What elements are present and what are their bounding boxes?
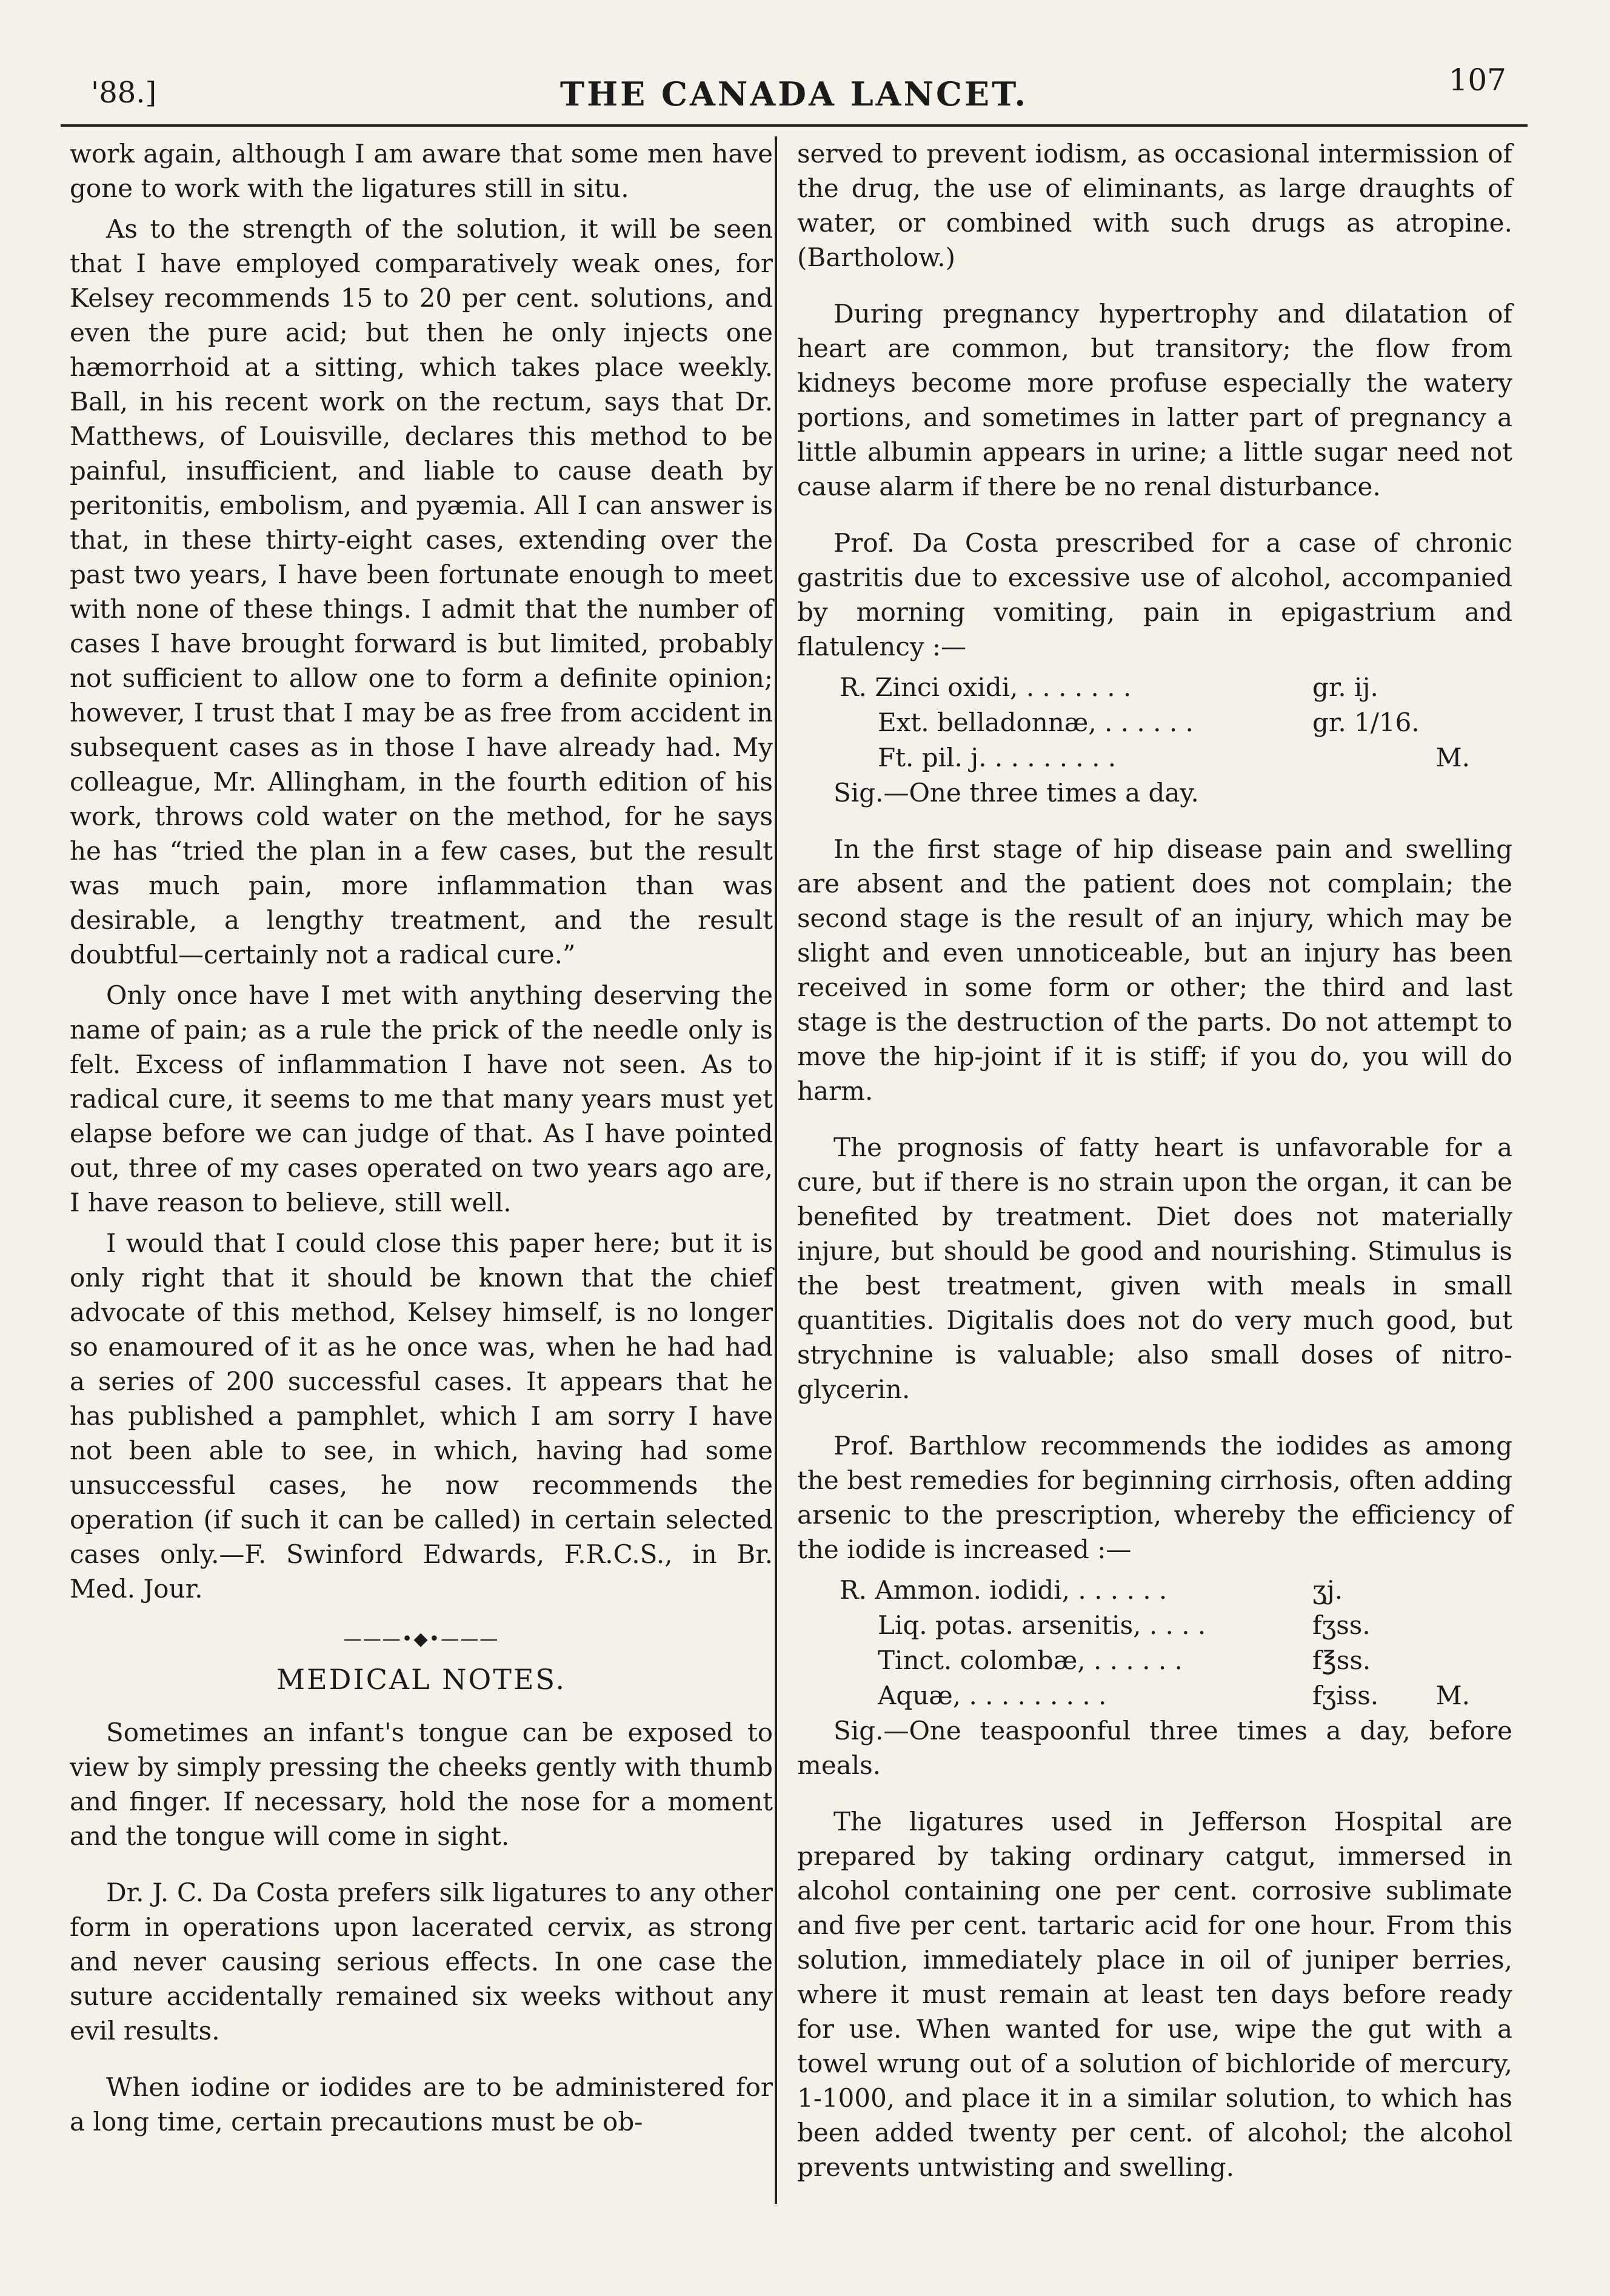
mix-mark: M. <box>1435 743 1470 772</box>
section-ornament: ———•◆•——— <box>343 1628 499 1650</box>
dose: gr. ij. <box>1312 672 1378 702</box>
mix-mark <box>1434 705 1470 740</box>
ingredient: Ext. belladonnæ, . . . . . . <box>840 708 1194 737</box>
page-number: 107 <box>1448 62 1506 98</box>
dose: f℥ss. <box>1312 1645 1371 1675</box>
dose <box>1312 740 1434 775</box>
paragraph: Prof. Barthlow recommends the iodides as among the best remedies for beginning cirrhosis, often adding arsenic to the prescription, whereby the efficiency of the iodide is increased :— <box>797 1431 1512 1564</box>
mix-mark <box>1434 1573 1470 1608</box>
paragraph: As to the strength of the solution, it will be seen that I have employed comparatively weak ones, for Kelsey recommends 15 to 20 per cent. solutions, and even the pure acid; but then he only injects one hæmorrhoid at a sitting, which takes place weekly. Ball, in his recent work on the rectum, says that Dr. Matthews, of Louisville, declares this method to be painful, insufficient, and liable to cause death by peritonitis, embolism, and pyæmia. All I can answer is that, in these thirty-eight cases, extending over the past two years, I have been fortunate enough to meet with none of these things. I admit that the number of cases I have brought forward is but limited, probably not sufficient to allow one to form a definite opinion; however, I trust that I may be as free from accident in subsequent cases as in those I have already had. My colleague, Mr. Allingham, in the fourth edition of his work, throws cold water on the method, for he says he has “tried the plan in a few cases, but the result was much pain, more inflammation than was desirable, a lengthy treatment, and the result doubtful—certainly not a radical cure.” <box>70 214 773 969</box>
paragraph: work again, although I am aware that some men have gone to work with the ligatures still in situ. <box>70 139 773 203</box>
ingredient: Aquæ, . . . . . . . . . <box>840 1681 1107 1710</box>
ingredient: R. Zinci oxidi, . . . . . . . <box>840 672 1132 702</box>
paragraph: Sig.—One three times a day. <box>833 778 1199 808</box>
right-column <box>797 136 1512 2191</box>
column-divider <box>775 136 777 2204</box>
mix-mark: M. <box>1435 1681 1470 1710</box>
paragraph: Sometimes an infant's tongue can be exposed to view by simply pressing the cheeks gently with thumb and finger. If necessary, hold the nose for a moment and the tongue will come in sight. <box>70 1718 773 1851</box>
prescription-2 <box>840 1573 1470 1713</box>
mix-mark <box>1434 1608 1470 1643</box>
mix-mark <box>1434 670 1470 705</box>
paragraph: Sig.—One teaspoonful three times a day, before meals. <box>797 1716 1512 1780</box>
paragraph: Prof. Da Costa prescribed for a case of chronic gastritis due to excessive use of alcohol, accompanied by morning vomiting, pain in epigastrium and flatulency :— <box>797 528 1512 661</box>
prescription-line <box>840 705 1470 740</box>
paragraph: When iodine or iodides are to be administered for a long time, certain precautions must be ob- <box>70 2072 773 2137</box>
prescription-line <box>840 1573 1470 1608</box>
prescription-line <box>840 1608 1470 1643</box>
paragraph: I would that I could close this paper here; but it is only right that it should be known that the chief advocate of this method, Kelsey himself, is no longer so enamoured of it as he once was, when he had had a series of 200 successful cases. It appears that he has published a pamphlet, which I am sorry I have not been able to see, in which, having had some unsuccessful cases, he now recommends the operation (if such it can be called) in certain selected cases only.—F. Swinford Edwards, F.R.C.S., in Br. Med. Jour. <box>70 1228 773 1604</box>
dose: fʒss. <box>1312 1610 1371 1640</box>
journal-title: THE CANADA LANCET. <box>559 75 1029 113</box>
left-column <box>70 136 773 2145</box>
header-year: '88.] <box>91 76 157 110</box>
mix-mark <box>1434 1643 1470 1678</box>
paragraph: In the first stage of hip disease pain and swelling are absent and the patient does not complain; the second stage is the result of an injury, which may be slight and even unnoticeable, but an injury has been received in some form or other; the third and last stage is the destruction of the parts. Do not attempt to move the hip-joint if it is stiff; if you do, you will do harm. <box>797 834 1512 1106</box>
paragraph: Dr. J. C. Da Costa prefers silk ligatures to any other form in operations upon lacerated cervix, as strong and never causing serious effects. In one case the suture accidentally remained six weeks without any evil results. <box>70 1878 773 2046</box>
dose: gr. 1/16. <box>1312 708 1420 737</box>
section-title: MEDICAL NOTES. <box>276 1663 567 1696</box>
paragraph: During pregnancy hypertrophy and dilatation of heart are common, but transitory; the flow from kidneys become more profuse especially the watery portions, and sometimes in latter part of pregnancy a little albumin appears in urine; a little sugar need not cause alarm if there be no renal disturbance. <box>797 299 1512 501</box>
prescription-line <box>840 740 1470 775</box>
ingredient: Liq. potas. arsenitis, . . . . <box>840 1610 1206 1640</box>
dose: ʒj. <box>1312 1575 1343 1605</box>
prescription-line <box>840 670 1470 705</box>
paragraph: The ligatures used in Jefferson Hospital are prepared by taking ordinary catgut, immersed in alcohol containing one per cent. corrosive sublimate and five per cent. tartaric acid for one hour. From this solution, immediately place in oil of juniper berries, where it must remain at least ten days before ready for use. When wanted for use, wipe the gut with a towel wrung out of a solution of bichloride of mercury, 1-1000, and place it in a similar solution, to which has been added twenty per cent. of alcohol; the alcohol prevents untwisting and swelling. <box>797 1807 1512 2182</box>
prescription-line <box>840 1643 1470 1678</box>
paragraph: served to prevent iodism, as occasional intermission of the drug, the use of eliminants, as large draughts of water, or combined with such drugs as atropine. (Bartholow.) <box>797 139 1512 272</box>
ingredient: Tinct. colombæ, . . . . . . <box>840 1645 1183 1675</box>
paragraph: The prognosis of fatty heart is unfavorable for a cure, but if there is no strain upon the organ, it can be benefited by treatment. Diet does not materially injure, but should be good and nourishing. Stimulus is the best treatment, given with meals in small quantities. Digitalis does not do very much good, but strychnine is valuable; also small doses of nitro-glycerin. <box>797 1133 1512 1404</box>
paragraph: Only once have I met with anything deserving the name of pain; as a rule the prick of the needle only is felt. Excess of inflammation I have not seen. As to radical cure, it seems to me that many years must yet elapse before we can judge of that. As I have pointed out, three of my cases operated on two years ago are, I have reason to believe, still well. <box>70 980 773 1217</box>
dose: fʒiss. <box>1312 1681 1379 1710</box>
ingredient: Ft. pil. j. . . . . . . . . <box>840 743 1117 772</box>
ingredient: R. Ammon. iodidi, . . . . . . <box>840 1575 1167 1605</box>
running-header <box>61 58 1528 127</box>
prescription-line <box>840 1678 1470 1713</box>
prescription-1 <box>840 670 1470 775</box>
